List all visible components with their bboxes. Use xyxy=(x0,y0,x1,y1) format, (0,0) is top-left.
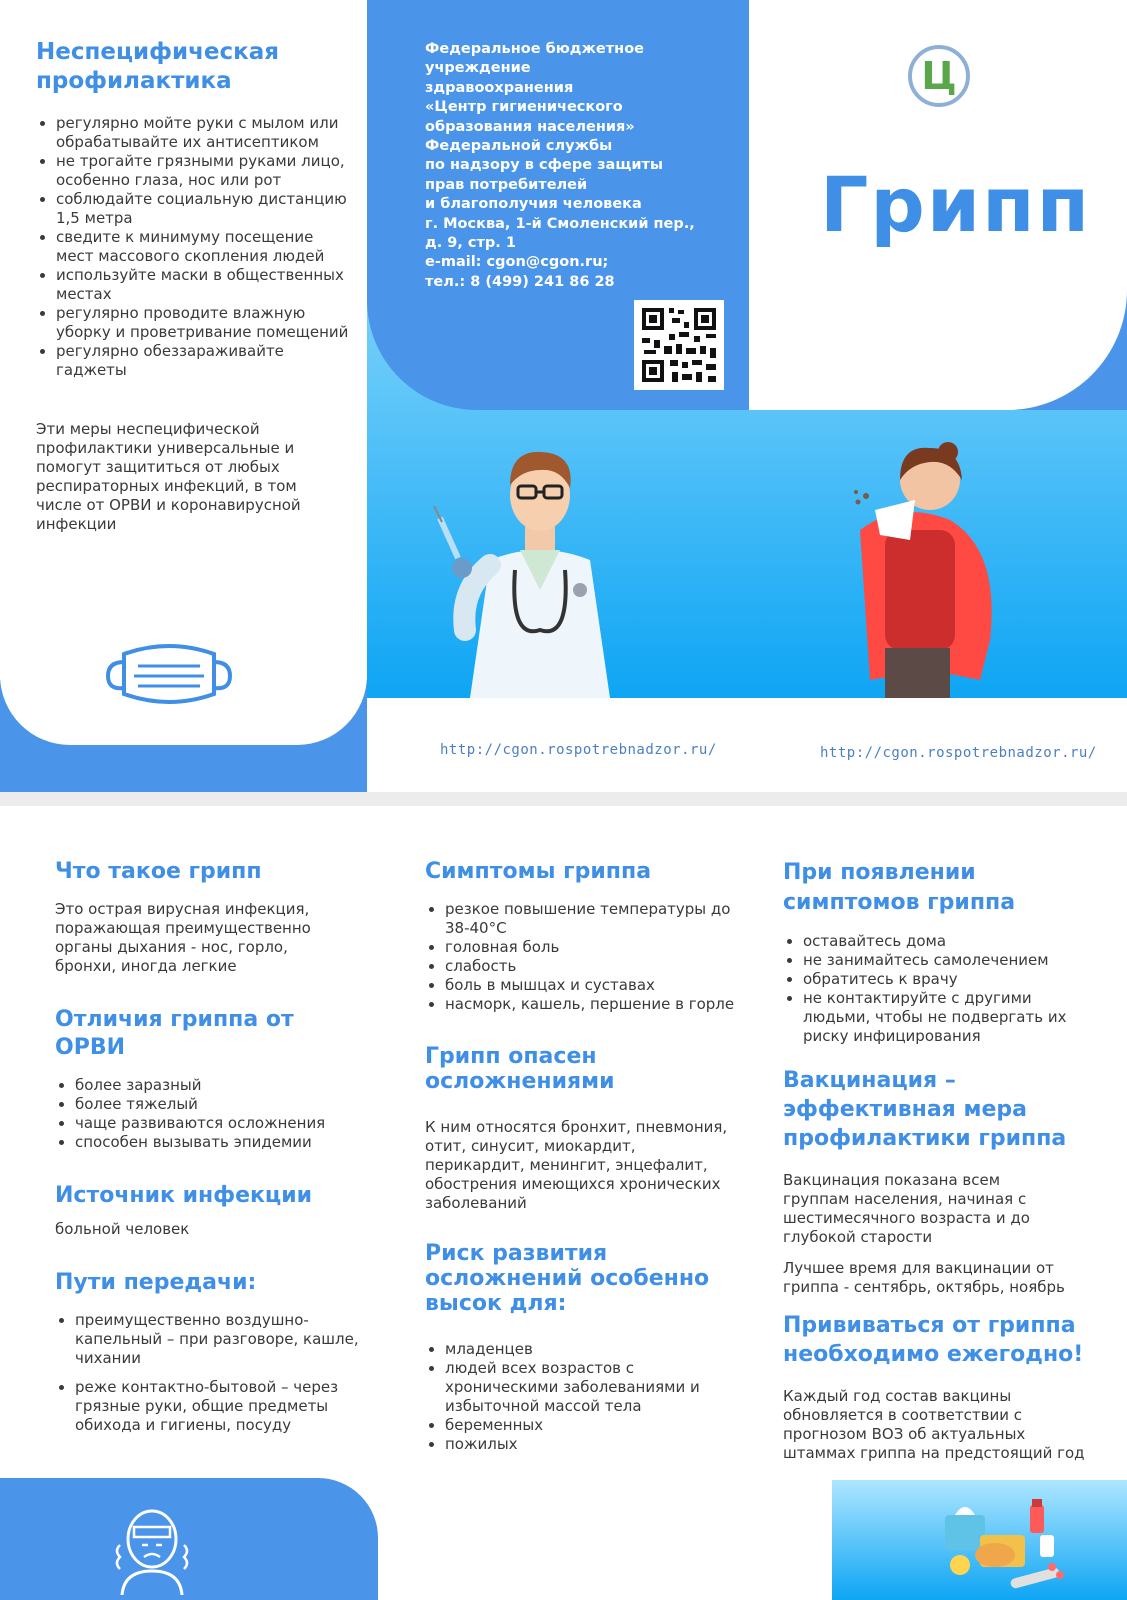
org-line: «Центр гигиенического xyxy=(425,99,623,116)
main-title: Грипп xyxy=(820,160,1092,249)
list-item: • не контактируйте с другими людьми, чтобы не подвергать их риску инфицирования xyxy=(803,989,1103,1046)
list-item: • обратитесь к врачу xyxy=(803,970,1103,989)
list-item: • более тяжелый xyxy=(75,1095,355,1114)
list-item: • регулярно обеззараживайте гаджеты xyxy=(56,342,351,380)
prevention-list xyxy=(36,114,351,380)
infection-source-title: Источник инфекции xyxy=(55,1183,313,1208)
if-symptoms-list xyxy=(783,932,1103,1046)
list-item: • регулярно мойте руки с мылом или обрабатывайте их антисептиком xyxy=(56,114,351,152)
if-symptoms-title: При появлении симптомов гриппа xyxy=(783,860,1016,915)
back-column-3 xyxy=(783,858,1103,1463)
vaccination-title: Вакцинация – эффективная мера профилактики гриппа xyxy=(783,1068,1067,1151)
org-line: по надзору в сфере защиты xyxy=(425,157,664,174)
list-item: • используйте маски в общественных местах xyxy=(56,266,351,304)
list-item: • преимущественно воздушно-капельный – при разговоре, кашле, чихании xyxy=(75,1311,360,1368)
list-item: • более заразный xyxy=(75,1076,355,1095)
doctor-illustration xyxy=(430,440,660,698)
right-website-link[interactable]: http://cgon.rospotrebnadzor.ru/ xyxy=(820,745,1097,761)
org-line: г. Москва, 1-й Смоленский пер., xyxy=(425,215,695,232)
list-item: • пожилых xyxy=(445,1435,745,1454)
transmission-title: Пути передачи: xyxy=(55,1270,257,1295)
logo-letter: Ц xyxy=(921,54,957,98)
organization-info xyxy=(425,40,725,292)
list-item: • насморк, кашель, першение в горле xyxy=(445,995,745,1014)
complications-title: Грипп опасен осложнениями xyxy=(425,1044,615,1094)
list-item: • головная боль xyxy=(445,938,745,957)
list-item: • беременных xyxy=(445,1416,745,1435)
flu-vs-arvi-title: Отличия гриппа от ОРВИ xyxy=(55,1007,294,1060)
left-panel xyxy=(36,38,349,534)
org-line: здравоохранения xyxy=(425,79,574,96)
back-column-2 xyxy=(425,858,735,1454)
sneezing-woman-illustration xyxy=(830,440,1010,698)
symptoms-title: Симптомы гриппа xyxy=(425,859,652,884)
flu-vs-arvi-list xyxy=(55,1076,355,1152)
list-item: • чаще развиваются осложнения xyxy=(75,1114,355,1133)
page-divider xyxy=(0,792,1127,806)
complications-text: К ним относятся бронхит, пневмония, отит, синусит, миокардит, перикардит, менингит, энцефалит, обострения имеющихся хронических заболеваний xyxy=(425,1118,728,1212)
risk-title: Риск развития осложнений особенно высок для: xyxy=(425,1241,710,1316)
annual-vaccination-title: Прививаться от гриппа необходимо ежегодно! xyxy=(783,1313,1084,1367)
org-line: учреждение xyxy=(425,60,531,77)
list-item: • слабость xyxy=(445,957,745,976)
vaccination-text: Вакцинация показана всем группам населения, начиная с шестимесячного возраста и до глубокой старости xyxy=(783,1171,1030,1246)
list-item: • боль в мышцах и суставах xyxy=(445,976,745,995)
list-item: • резкое повышение температуры до 38-40°С xyxy=(445,900,745,938)
list-item: • оставайтесь дома xyxy=(803,932,1103,951)
qr-code[interactable] xyxy=(634,300,724,390)
org-line: Федеральное бюджетное xyxy=(425,41,644,57)
list-item: • людей всех возрастов с хроническими заболеваниями и избыточной массой тела xyxy=(445,1359,745,1416)
list-item: • регулярно проводите влажную уборку и проветривание помещений xyxy=(56,304,351,342)
list-item: • не занимайтесь самолечением xyxy=(803,951,1103,970)
center-website-link[interactable]: http://cgon.rospotrebnadzor.ru/ xyxy=(440,742,717,758)
back-column-1 xyxy=(55,858,359,1435)
infection-source-text: больной человек xyxy=(55,1220,190,1238)
vaccination-time-text: Лучшее время для вакцинации от гриппа - сентябрь, октябрь, ноябрь xyxy=(783,1259,1065,1296)
org-line: д. 9, стр. 1 xyxy=(425,235,516,252)
nonspecific-prevention-title: Неспецифическая профилактика xyxy=(36,39,279,94)
org-line: прав потребителей xyxy=(425,176,588,193)
sick-person-icon xyxy=(112,1505,192,1595)
org-line: образования населения» xyxy=(425,118,635,135)
list-item: • не трогайте грязными руками лицо, особенно глаза, нос или рот xyxy=(56,152,351,190)
list-item: • соблюдайте социальную дистанцию 1,5 метра xyxy=(56,190,351,228)
prevention-note: Эти меры неспецифической профилактики универсальные и помогут защититься от любых респираторных инфекций, в том числе от ОРВИ и коронавирусной инфекции xyxy=(36,420,301,533)
medicine-illustration xyxy=(940,1495,1070,1600)
risk-list xyxy=(425,1340,745,1454)
mask-icon xyxy=(104,638,234,710)
org-line: Федеральной службы xyxy=(425,138,613,155)
transmission-list xyxy=(55,1311,360,1435)
org-line: и благополучия человека xyxy=(425,196,642,213)
list-item: • реже контактно-бытовой – через грязные руки, общие предметы обихода и гигиены, посуду xyxy=(75,1378,360,1435)
what-is-flu-text: Это острая вирусная инфекция, поражающая преимущественно органы дыхания - нос, горло, бронхи, иногда легкие xyxy=(55,900,311,975)
qr-code-icon xyxy=(634,300,724,390)
list-item: • младенцев xyxy=(445,1340,745,1359)
what-is-flu-title: Что такое грипп xyxy=(55,859,262,884)
annual-vaccination-text: Каждый год состав вакцины обновляется в соответствии с прогнозом ВОЗ об актуальных штаммах гриппа на предстоящий год xyxy=(783,1387,1085,1462)
list-item: • сведите к минимуму посещение мест массового скопления людей xyxy=(56,228,351,266)
logo xyxy=(908,45,970,107)
symptoms-list xyxy=(425,900,745,1014)
org-phone: тел.: 8 (499) 241 86 28 xyxy=(425,273,615,290)
list-item: • способен вызывать эпидемии xyxy=(75,1133,355,1152)
org-email: e-mail: cgon@cgon.ru; xyxy=(425,254,609,271)
